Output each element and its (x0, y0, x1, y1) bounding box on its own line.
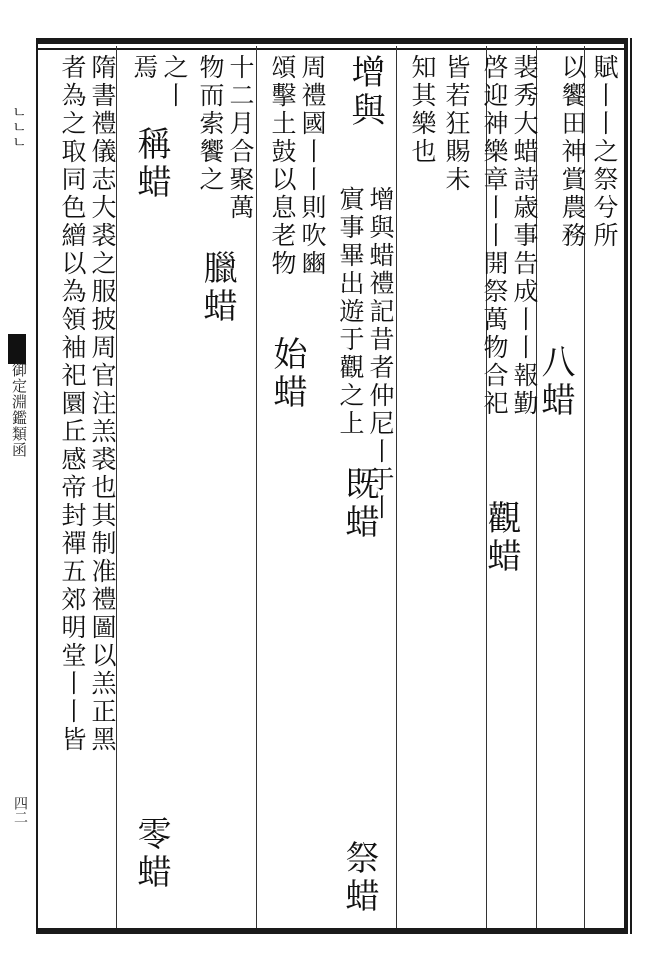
text-column (226, 54, 255, 244)
column-divider (256, 46, 257, 928)
column-text: 焉 (130, 54, 159, 82)
text-column (298, 54, 327, 334)
column-text: 周禮國丨丨則吹豳 (298, 54, 327, 278)
heading-chengzha: 稱蜡 (131, 126, 171, 202)
column-text: 隋書禮儀志大裘之服披周官注羔裘也其制准禮圖以羔正黑 (88, 54, 117, 754)
fold-line (36, 38, 38, 934)
column-text: 頌擊土鼓以息老物 (268, 54, 297, 278)
heading-guanzha: 觀蜡 (481, 500, 521, 576)
heading-column (535, 344, 575, 474)
column-text: 賔事畢出遊于觀之上 (336, 186, 365, 438)
heading-jizha: 既蜡 (339, 466, 379, 542)
text-column (510, 54, 539, 924)
column-text: 知其樂也 (408, 54, 437, 166)
heading-column (345, 54, 385, 184)
heading-lingzha: 零蜡 (131, 816, 171, 892)
text-column (268, 54, 297, 334)
heading-column (131, 816, 171, 926)
heading-column (339, 840, 379, 920)
margin-column (0, 44, 34, 928)
text-column (442, 54, 471, 924)
text-column (366, 186, 395, 522)
heading-column (197, 250, 237, 360)
page-number: 四二 (12, 796, 28, 824)
right-border (624, 38, 628, 934)
heading-column (481, 500, 521, 630)
top-border-inner (36, 48, 628, 50)
column-text: 十二月合聚萬 (226, 54, 255, 222)
column-text: 啓迎神樂章丨丨開祭萬物合祀 (480, 54, 509, 418)
text-column (88, 54, 117, 924)
column-divider (396, 46, 397, 928)
heading-column (131, 126, 171, 236)
column-text: 物而索饗之 (196, 54, 225, 194)
heading-bazha: 八蜡 (535, 344, 575, 420)
text-column (480, 54, 509, 924)
margin-marks: ㄴㄴㄴ (10, 104, 28, 149)
top-border (36, 38, 628, 44)
column-text: 之丨 (160, 54, 189, 110)
column-text: 裴秀大蜡詩歳事告成丨丨報勤 (510, 54, 539, 418)
text-column (196, 54, 225, 244)
text-column (408, 54, 437, 924)
heading-laza: 臘蜡 (197, 250, 237, 326)
text-column (160, 54, 189, 134)
column-text: 者為之取同色繒以為領袖祀圜丘感帝封禪五郊明堂丨丨皆 (58, 54, 87, 754)
right-border-outer (630, 38, 632, 934)
text-column (558, 54, 587, 924)
bottom-border (36, 928, 628, 934)
heading-zengyu: 增與 (345, 54, 385, 130)
margin-title: 御定淵鑑類函 (10, 362, 28, 458)
column-text: 皆若狂賜未 (442, 54, 471, 194)
heading-column (339, 466, 379, 576)
heading-column (267, 336, 307, 446)
heading-jizha2: 祭蜡 (339, 840, 379, 916)
text-column (336, 186, 365, 486)
column-text: 賦丨丨之祭兮所 (590, 54, 619, 250)
fishtail-mark (8, 334, 26, 364)
heading-shizha: 始蜡 (267, 336, 307, 412)
text-column (130, 54, 159, 114)
column-text: 以饗田神賞農務 (558, 54, 587, 250)
text-column (58, 54, 87, 924)
column-text: 增與蜡禮記昔者仲尼丨于丨 (366, 186, 395, 522)
text-column (590, 54, 619, 924)
